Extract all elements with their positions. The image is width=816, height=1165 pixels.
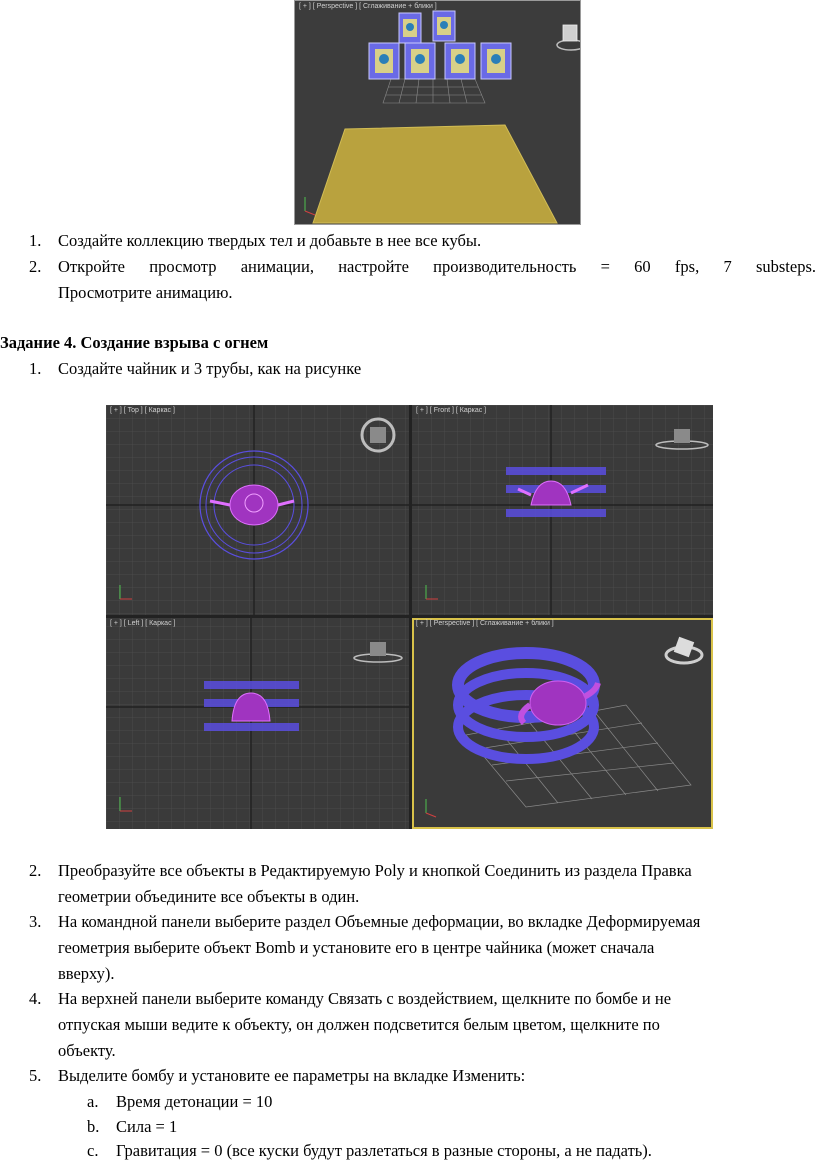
viewport-label-front[interactable]: [ + ] [ Front ] [ Каркас ] xyxy=(416,407,487,414)
viewport-grids xyxy=(106,405,713,829)
viewport-left[interactable] xyxy=(106,618,409,829)
cube xyxy=(369,43,399,79)
cube xyxy=(445,43,475,79)
quad-viewports-figure xyxy=(106,405,713,829)
list-item-text-continued: отпуская мыши ведите к объекту, он должен подсветится белым цветом, щелкните по xyxy=(58,1015,660,1034)
perspective-scene xyxy=(295,1,581,225)
viewport-front[interactable] xyxy=(412,405,713,615)
viewport-perspective[interactable] xyxy=(412,618,713,829)
param-text: Гравитация = 0 (все куски будут разлетаться в разные стороны, а не падать). xyxy=(116,1141,652,1160)
list-item-text-continued: Просмотрите анимацию. xyxy=(58,283,233,302)
sublist-letter: b. xyxy=(87,1117,100,1136)
list-number: 3. xyxy=(29,912,42,931)
list-item-text: Преобразуйте все объекты в Редактируемую Poly и кнопкой Соединить из раздела Правка xyxy=(58,861,692,880)
list-number: 1. xyxy=(29,231,42,250)
list-number: 5. xyxy=(29,1066,42,1085)
cube xyxy=(481,43,511,79)
param-text: Сила = 1 xyxy=(116,1117,178,1136)
list-item-text: Выделите бомбу и установите ее параметры на вкладке Изменить: xyxy=(58,1066,526,1085)
viewport-label-perspective[interactable]: [ + ] [ Perspective ] [ Сглаживание + блики ] xyxy=(416,620,554,627)
list-item-text-continued: геометрия выберите объект Bomb и установите его в центре чайника (может сначала xyxy=(58,938,655,957)
list-item-text: Создайте коллекцию твердых тел и добавьте в нее все кубы. xyxy=(58,231,482,250)
cube xyxy=(405,43,435,79)
cube xyxy=(433,11,455,41)
list-item-text-continued: вверху). xyxy=(58,964,115,983)
list-number: 2. xyxy=(29,861,42,880)
sublist-letter: c. xyxy=(87,1141,99,1160)
viewport-top[interactable] xyxy=(106,405,409,615)
list-item-text: Откройте просмотр анимации, настройте производительность = 60 fps, 7 substeps. xyxy=(58,257,816,276)
list-number: 1. xyxy=(29,359,42,378)
list-number: 2. xyxy=(29,257,42,276)
sublist-letter: a. xyxy=(87,1092,99,1111)
perspective-viewport-figure xyxy=(294,0,581,225)
viewport-label-left[interactable]: [ + ] [ Left ] [ Каркас ] xyxy=(110,620,176,627)
list-item-text: На верхней панели выберите команду Связать с воздействием, щелкните по бомбе и не xyxy=(58,989,672,1008)
list-item-text: На командной панели выберите раздел Объемные деформации, во вкладке Деформируемая xyxy=(58,912,701,931)
viewport-label[interactable]: [ + ] [ Perspective ] [ Сглаживание + блики ] xyxy=(299,3,437,10)
list-item-text: Создайте чайник и 3 трубы, как на рисунке xyxy=(58,359,362,378)
list-item-text-continued: объекту. xyxy=(58,1041,116,1060)
cube xyxy=(399,13,421,43)
viewport-label-top[interactable]: [ + ] [ Top ] [ Каркас ] xyxy=(110,407,175,414)
list-number: 4. xyxy=(29,989,42,1008)
list-item-text-continued: геометрии объедините все объекты в один. xyxy=(58,887,360,906)
param-text: Время детонации = 10 xyxy=(116,1092,273,1111)
task-heading: Задание 4. Создание взрыва с огнем xyxy=(0,333,269,352)
